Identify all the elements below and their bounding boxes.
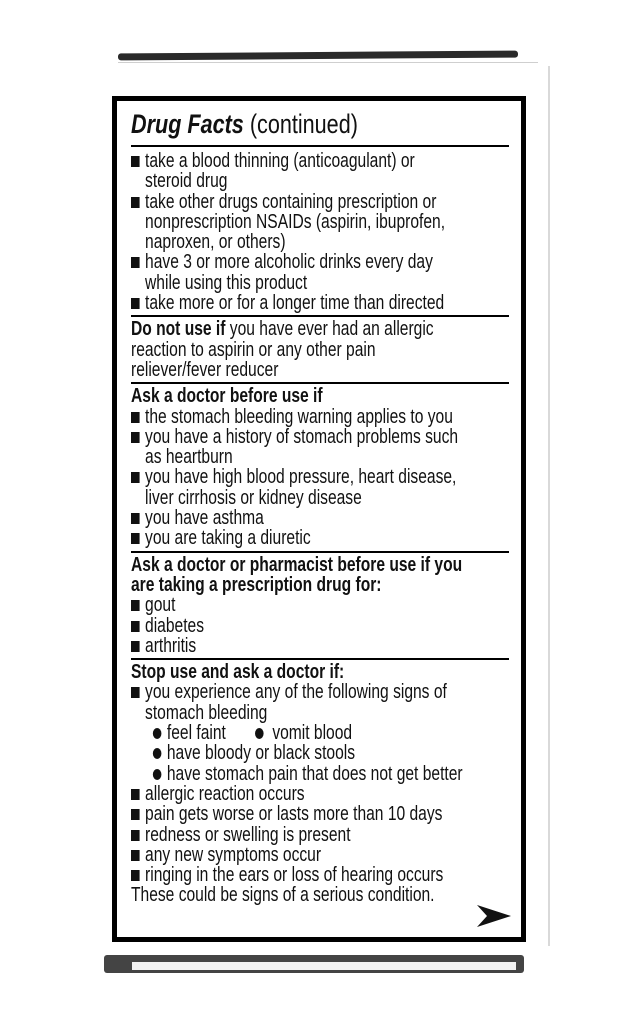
list-item: have 3 or more alcoholic drinks every day xyxy=(131,252,426,272)
list-item: the stomach bleeding warning applies to you xyxy=(131,407,426,427)
list-item: redness or swelling is present xyxy=(131,825,426,845)
stop-use-section xyxy=(131,658,509,908)
list-item: you have asthma xyxy=(131,508,426,528)
do-not-use-line: Do not use if you have ever had an allergic xyxy=(131,318,434,341)
continue-arrow-icon xyxy=(477,905,511,927)
list-item-continuation: as heartburn xyxy=(145,446,233,469)
square-bullet-icon xyxy=(131,257,140,268)
list-item: gout xyxy=(131,595,426,615)
list-item-continuation: nonprescription NSAIDs (aspirin, ibuprofen, xyxy=(145,210,446,233)
round-bullet-icon xyxy=(153,728,162,739)
sub-list-item: have bloody or black stools xyxy=(131,743,426,763)
list-item-continuation: stomach bleeding xyxy=(145,701,268,724)
list-item: you have high blood pressure, heart disease, xyxy=(131,467,426,487)
square-bullet-icon xyxy=(131,432,140,443)
list-item-continuation: steroid drug xyxy=(145,170,228,193)
stop-use-heading: Stop use and ask a doctor if: xyxy=(131,661,345,684)
square-bullet-icon xyxy=(131,412,140,423)
do-not-use-line: reliever/fever reducer xyxy=(131,358,279,381)
do-not-use-line: reaction to aspirin or any other pain xyxy=(131,338,376,361)
list-item: diabetes xyxy=(131,616,426,636)
square-bullet-icon xyxy=(131,789,140,800)
panel-title xyxy=(131,105,433,143)
box-side-edge xyxy=(548,66,550,946)
round-bullet-icon xyxy=(255,728,264,739)
sub-list-item: feel faint vomit blood xyxy=(131,723,426,743)
ask-doctor-heading: Ask a doctor before use if xyxy=(131,385,323,408)
box-bottom-highlight xyxy=(132,962,516,970)
ask-pharmacist-section xyxy=(131,551,509,658)
list-item: allergic reaction occurs xyxy=(131,784,426,804)
warnings-list-section xyxy=(131,145,509,315)
square-bullet-icon xyxy=(131,600,140,611)
title-drug-facts: Drug Facts xyxy=(131,109,244,139)
ask-pharmacist-heading: are taking a prescription drug for: xyxy=(131,573,382,596)
square-bullet-icon xyxy=(131,687,140,698)
square-bullet-icon xyxy=(131,156,140,167)
ask-doctor-section xyxy=(131,382,509,550)
do-not-use-section xyxy=(131,315,509,382)
list-item-continuation: naproxen, or others) xyxy=(145,231,286,254)
list-item: pain gets worse or lasts more than 10 days xyxy=(131,804,426,824)
square-bullet-icon xyxy=(131,870,140,881)
closing-statement: These could be signs of a serious condition. xyxy=(131,884,435,907)
square-bullet-icon xyxy=(131,850,140,861)
square-bullet-icon xyxy=(131,641,140,652)
square-bullet-icon xyxy=(131,830,140,841)
drug-facts-panel xyxy=(112,96,526,942)
do-not-use-heading: Do not use if xyxy=(131,318,226,341)
list-item: you experience any of the following signs of xyxy=(131,682,426,702)
list-item: take other drugs containing prescription or xyxy=(131,192,426,212)
box-top-edge xyxy=(118,51,518,61)
square-bullet-icon xyxy=(131,533,140,544)
ask-pharmacist-heading: Ask a doctor or pharmacist before use if you xyxy=(131,553,463,576)
list-item: take a blood thinning (anticoagulant) or xyxy=(131,151,426,171)
square-bullet-icon xyxy=(131,472,140,483)
square-bullet-icon xyxy=(131,298,140,309)
sub-list-item: have stomach pain that does not get better xyxy=(131,764,426,784)
list-item: you are taking a diuretic xyxy=(131,528,426,548)
list-item: ringing in the ears or loss of hearing occurs xyxy=(131,865,426,885)
square-bullet-icon xyxy=(131,809,140,820)
list-item-continuation: liver cirrhosis or kidney disease xyxy=(145,486,362,509)
square-bullet-icon xyxy=(131,197,140,208)
list-item-continuation: while using this product xyxy=(145,271,308,294)
box-top-line xyxy=(118,62,538,63)
round-bullet-icon xyxy=(153,748,162,759)
round-bullet-icon xyxy=(153,769,162,780)
list-item: take more or for a longer time than directed xyxy=(131,293,426,313)
list-item: you have a history of stomach problems such xyxy=(131,427,426,447)
square-bullet-icon xyxy=(131,513,140,524)
square-bullet-icon xyxy=(131,621,140,632)
list-item: any new symptoms occur xyxy=(131,845,426,865)
title-continued: (continued) xyxy=(249,109,358,139)
sub-list-item: vomit blood xyxy=(255,723,352,743)
list-item: arthritis xyxy=(131,636,426,656)
